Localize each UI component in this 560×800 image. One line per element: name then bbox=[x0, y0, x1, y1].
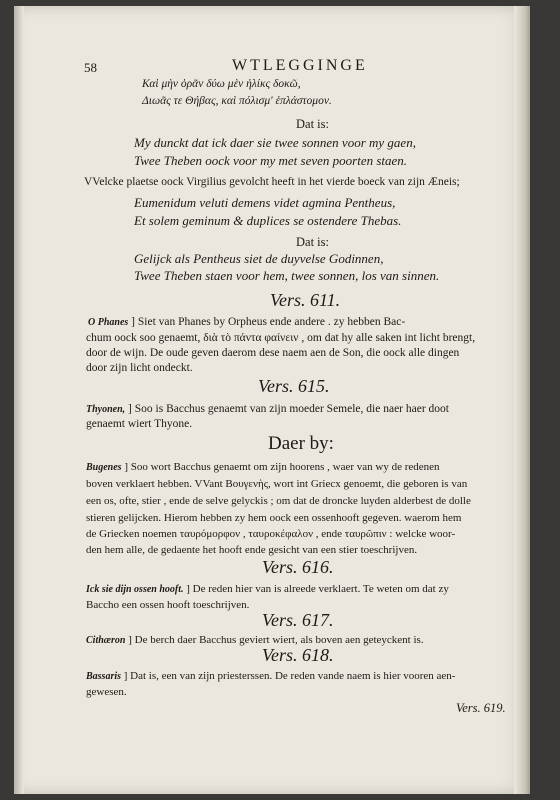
section-615-line-1: ] Soo is Bacchus genaemt van zijn moeder Semele, die naer haer doot bbox=[128, 403, 449, 415]
page-edge-shadow bbox=[514, 6, 530, 794]
page-number: 58 bbox=[84, 60, 97, 75]
verse-heading-617: Vers. 617. bbox=[262, 610, 334, 630]
section-daer-line-3: een os, ofte, stier , ende de selve gelyckis ; om dat de droncke luyden alderbest de dolle bbox=[86, 495, 471, 507]
daer-by-heading: Daer by: bbox=[268, 433, 334, 454]
verse-2-line-1: Gelijck als Pentheus siet de duyvelse Godinnen, bbox=[134, 251, 384, 266]
section-617-label: Cithæron bbox=[86, 635, 126, 646]
greek-line-1: Καὶ μὴν ὁρᾶν δύω μὲν ἡλίκς δοκῶ, bbox=[142, 78, 301, 90]
dat-is-heading-2: Dat is: bbox=[296, 235, 329, 249]
verse-heading-618: Vers. 618. bbox=[262, 645, 334, 665]
latin-line-2: Et solem geminum & duplices se ostendere Thebas. bbox=[134, 213, 402, 228]
section-616-text bbox=[86, 583, 449, 595]
latin-line-1: Eumenidum veluti demens videt agmina Pentheus, bbox=[134, 195, 396, 210]
section-616-label: Ick sie dijn ossen hooft. bbox=[86, 584, 184, 595]
section-611-line-3: door de wijn. De oude geven daerom dese naem aen de Son, die oock alle dingen bbox=[86, 347, 460, 359]
section-615-label: Thyonen, bbox=[86, 404, 126, 415]
section-615-text bbox=[86, 403, 449, 415]
section-617-text bbox=[86, 634, 424, 646]
section-daer-line-1: ] Soo wort Bacchus genaemt om zijn hoorens , waer van wy de redenen bbox=[124, 461, 440, 473]
section-618-line-1: ] Dat is, een van zijn priesterssen. De reden vande naem is hier vooren aen- bbox=[123, 670, 456, 682]
greek-line-2: Διωᾶς τε Θήβας, καὶ πόλισμ' ἑπλάστομον. bbox=[142, 95, 332, 107]
section-611-line-2: chum oock soo genaemt, διὰ τὸ πάντα φαίνειν , om dat hy alle saken int licht brengt, bbox=[86, 332, 476, 344]
verse-heading-615: Vers. 615. bbox=[258, 376, 330, 396]
verse-1-line-1: My dunckt dat ick daer sie twee sonnen voor my gaen, bbox=[134, 135, 416, 150]
verse-heading-611: Vers. 611. bbox=[270, 290, 341, 310]
section-618-label: Bassaris bbox=[86, 671, 122, 682]
page-gutter-shadow bbox=[14, 6, 24, 794]
section-616-line-1: ] De reden hier van is alreede verklaert. Te weten om dat zy bbox=[186, 583, 449, 595]
running-head: WTLEGGINGE bbox=[232, 57, 368, 74]
verse-1-line-2: Twee Theben oock voor my met seven poorten staen. bbox=[134, 153, 408, 168]
section-daer-line-2: boven verklaert hebben. VVant Βουγενὴς, wort int Griecx genoemt, die geboren is van bbox=[86, 478, 468, 490]
section-611-line-1: ] Siet van Phanes by Orpheus ende andere . zy hebben Bac- bbox=[131, 316, 406, 328]
virgil-intro: VVelcke plaetse oock Virgilius gevolcht heeft in het vierde boeck van zijn Æneis; bbox=[84, 176, 460, 188]
verse-heading-616: Vers. 616. bbox=[262, 557, 334, 577]
catchword: Vers. 619. bbox=[456, 701, 506, 715]
section-611-text bbox=[88, 316, 405, 328]
section-617-line-1: ] De berch daer Bacchus geviert wiert, als boven aen geteyckent is. bbox=[128, 634, 424, 646]
section-615-line-2: genaemt wiert Thyone. bbox=[86, 418, 193, 430]
section-616-line-2: Baccho een ossen hooft toeschrijven. bbox=[86, 599, 250, 611]
section-611-label: O Phanes bbox=[88, 317, 129, 328]
section-618-line-2: gewesen. bbox=[86, 686, 127, 698]
section-daer-line-6: den hem alle, de gedaente het hooft ende gesicht van een stier toeschrijven. bbox=[86, 544, 418, 556]
section-daer-label: Bugenes bbox=[86, 462, 122, 473]
verse-2-line-2: Twee Theben staen voor hem, twee sonnen, los van sinnen. bbox=[134, 268, 440, 283]
section-611-line-4: door zijn licht ondeckt. bbox=[86, 362, 193, 374]
dat-is-heading-1: Dat is: bbox=[296, 117, 329, 131]
section-618-text bbox=[86, 670, 455, 682]
section-daer-line-5: de Griecken noemen ταυρόμορφον , ταυροκέφαλον , ende ταυρῶπιν : welcke woor- bbox=[86, 528, 456, 540]
section-daer-text bbox=[86, 461, 440, 473]
section-daer-line-4: stieren gelijcken. Hierom hebben zy hem oock een ossenhooft gegeven. waerom hem bbox=[86, 512, 462, 524]
